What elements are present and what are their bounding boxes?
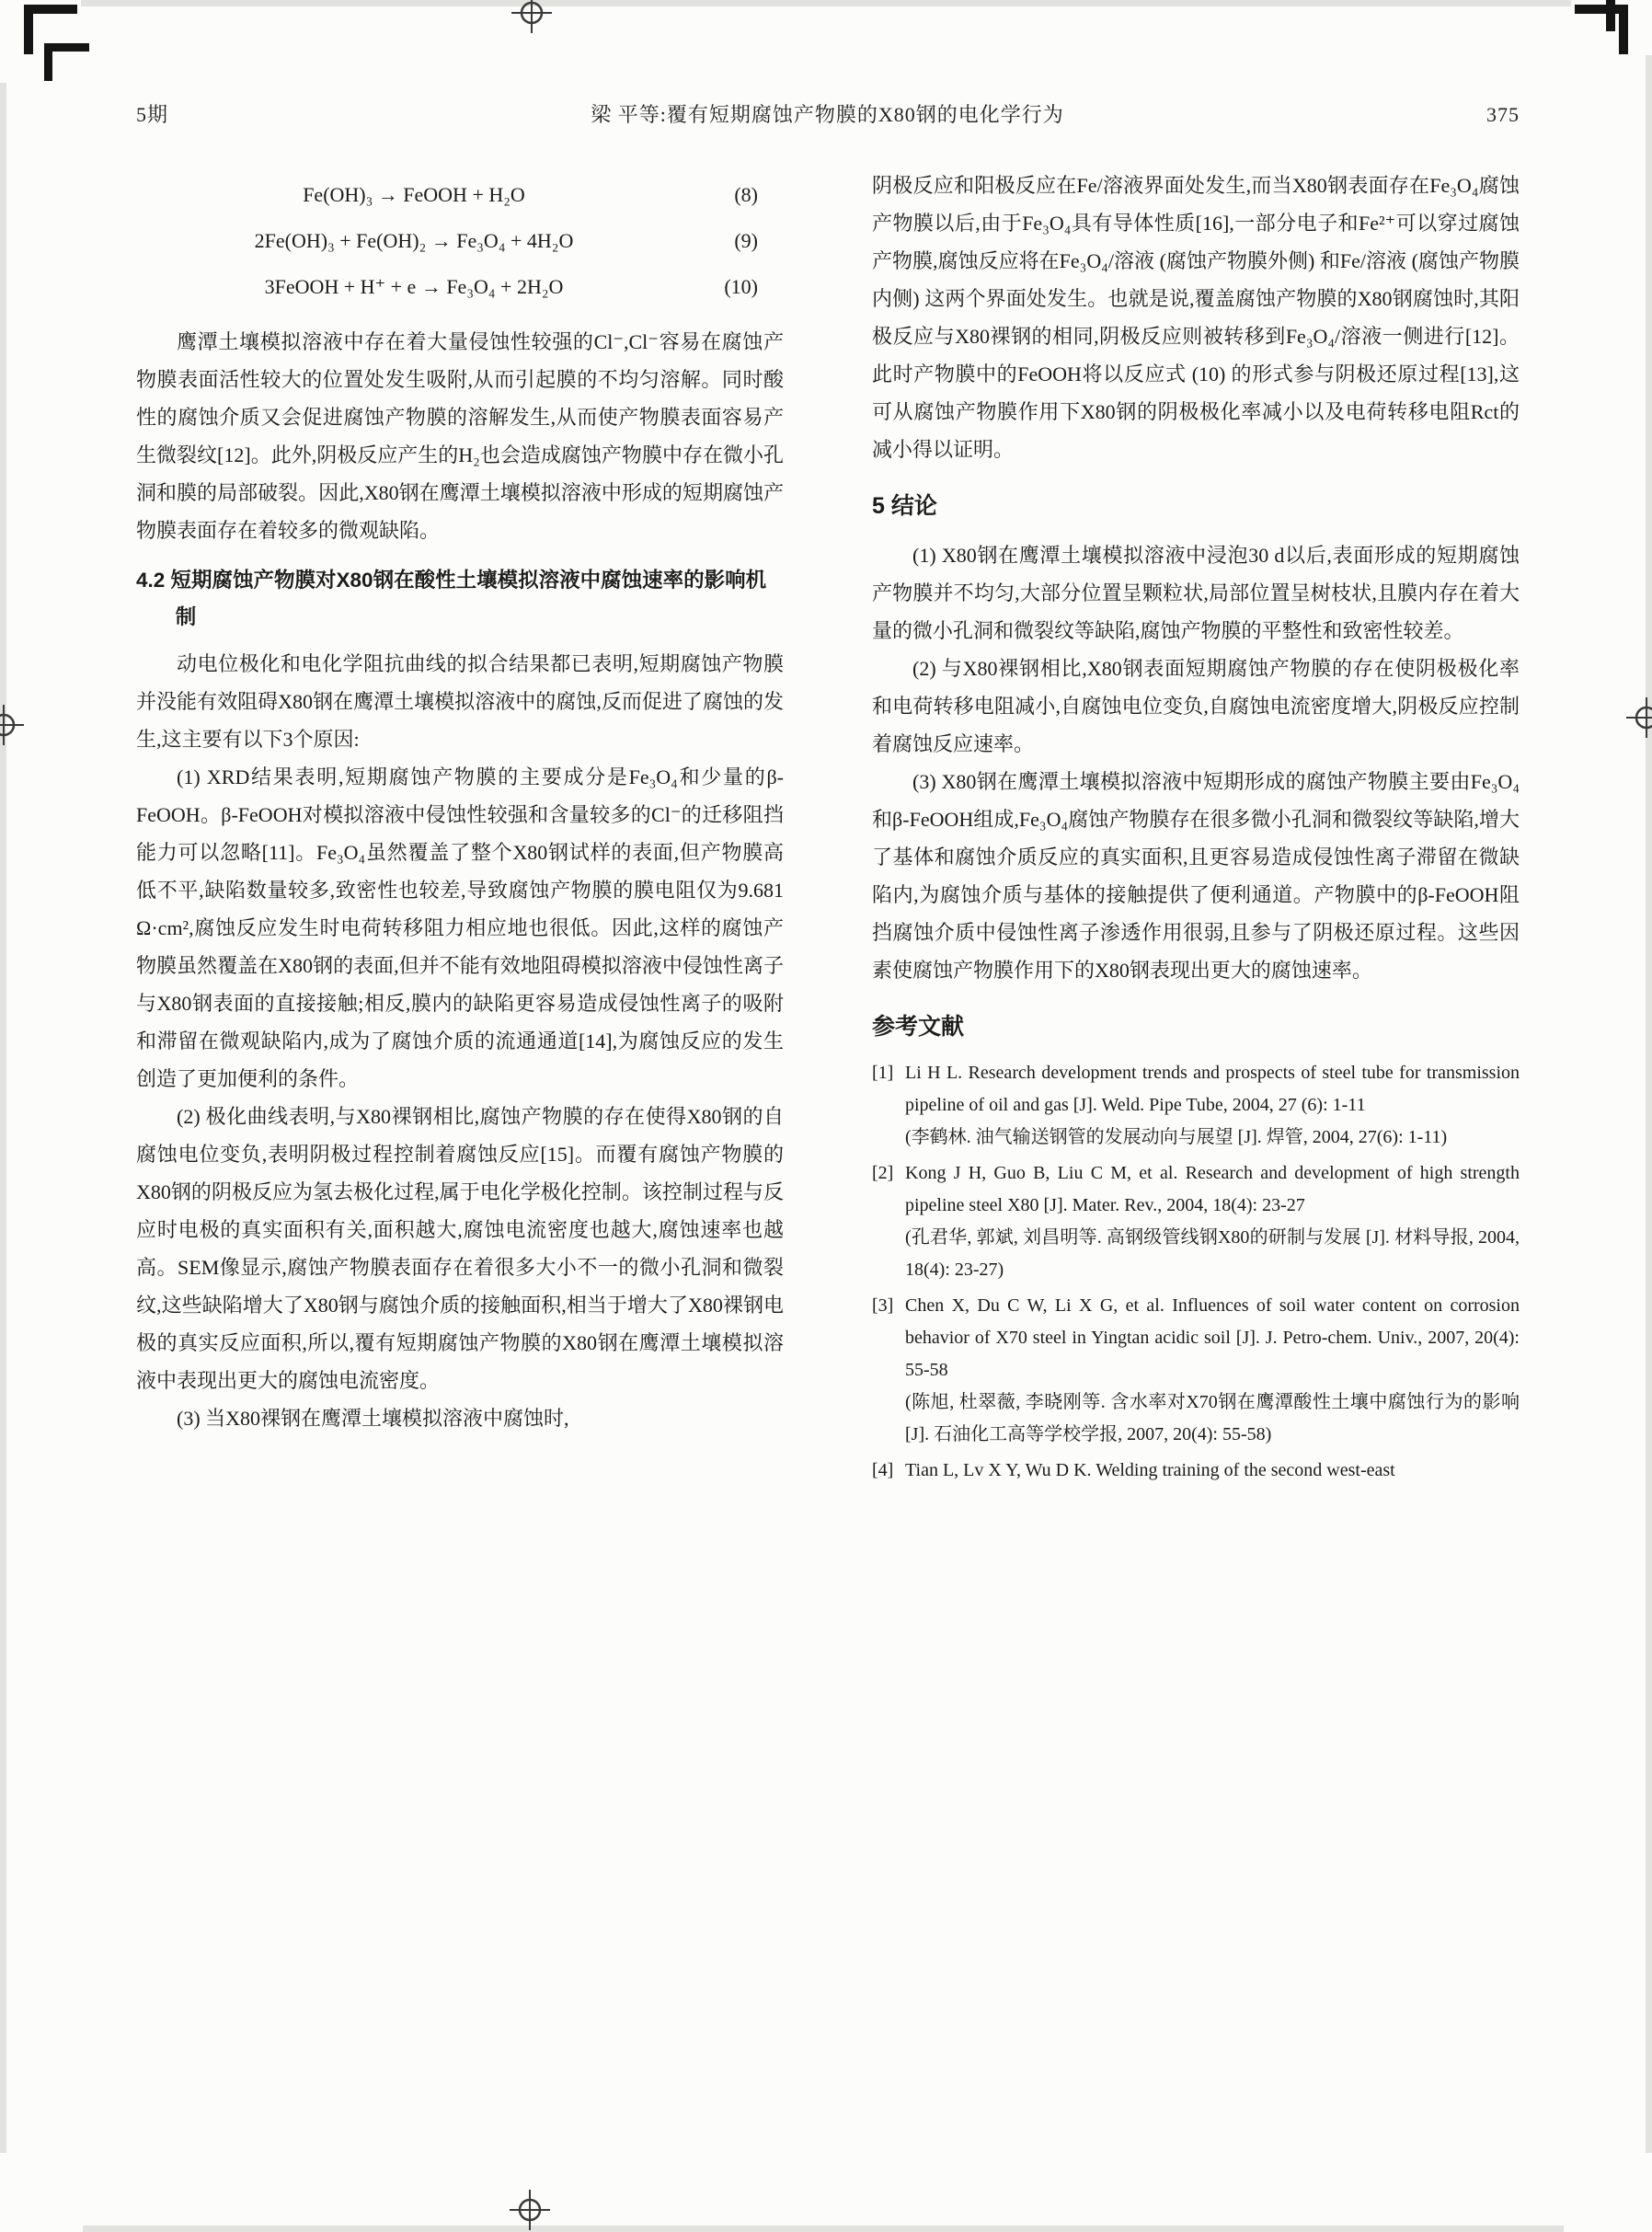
crop-mark-top-left-inner: [44, 43, 89, 81]
equation-10: [136, 264, 784, 310]
references-heading: 参考文献: [872, 1014, 965, 1040]
paragraph: (1) X80钢在鹰潭土壤模拟溶液中浸泡30 d以后,表面形成的短期腐蚀产物膜并不均匀,大部分位置呈颗粒状,局部位置呈树枝状,且膜内存在着大量的微小孔洞和微裂纹等缺陷,腐蚀产物膜的平整性和致密性较差。: [872, 544, 1520, 642]
reference-text-cn: (孔君华, 郭斌, 刘昌明等. 高钢级管线钢X80的研制与发展 [J]. 材料导报, 2004, 18(4): 23-27): [905, 1227, 1520, 1280]
equation-9: [136, 218, 784, 264]
equation-expression: 3FeOOH + H⁺ + e → Fe₃O₄ + 2H₂O: [264, 275, 564, 298]
reference-label: [3]: [872, 1295, 894, 1316]
paragraph: 动电位极化和电化学阻抗曲线的拟合结果都已表明,短期腐蚀产物膜并没能有效阻碍X80钢在鹰潭土壤模拟溶液中的腐蚀,反而促进了腐蚀的发生,这主要有以下3个原因:: [136, 652, 784, 751]
reference-text-cn: (李鹤林. 油气输送钢管的发展动向与展望 [J]. 焊管, 2004, 27(6): 1-11): [905, 1127, 1448, 1147]
reference-item: [872, 1157, 1520, 1286]
paragraph: 阴极反应和阳极反应在Fe/溶液界面处发生,而当X80钢表面存在Fe₃O₄腐蚀产物膜以后,由于Fe₃O₄具有导体性质[16],一部分电子和Fe²⁺可以穿过腐蚀产物膜,腐蚀反应将在Fe₃O₄/溶液 (腐蚀产物膜外侧) 和Fe/溶液 (腐蚀产物膜内侧) 这两个界面处发生。也就是说,覆盖腐蚀产物膜的X80钢腐蚀时,其阳极反应与X80裸钢的相同,阴极反应则被转移到Fe₃O₄/溶液一侧进行[12]。此时产物膜中的FeOOH将以反应式 (10) 的形式参与阴极还原过程[13],这可从腐蚀产物膜作用下X80钢的阴极极化率减小以及电荷转移电阻Rct的减小得以证明。: [872, 174, 1520, 461]
equation-expression: 2Fe(OH)₃ + Fe(OH)₂ → Fe₃O₄ + 4H₂O: [254, 229, 574, 252]
paragraph: (3) X80钢在鹰潭土壤模拟溶液中短期形成的腐蚀产物膜主要由Fe₃O₄和β-FeOOH组成,Fe₃O₄腐蚀产物膜存在很多微小孔洞和微裂纹等缺陷,增大了基体和腐蚀介质反应的真实面积,且更容易造成侵蚀性离子滞留在微缺陷内,为腐蚀介质与基体的接触提供了便利通道。产物膜中的β-FeOOH阻挡腐蚀介质中侵蚀性离子渗透作用很弱,且参与了阴极还原过程。这些因素使腐蚀产物膜作用下的X80钢表现出更大的腐蚀速率。: [872, 770, 1520, 982]
reference-text-en: Kong J H, Guo B, Liu C M, et al. Research and development of high strength pipeline steel X80 [J]. Mater. Rev., 2004, 18(4): 23-27: [905, 1163, 1520, 1215]
registration-mark-left-icon: [0, 705, 24, 745]
running-title: 梁 平等:覆有短期腐蚀产物膜的X80钢的电化学行为: [591, 103, 1064, 126]
equation-number: (10): [724, 275, 758, 298]
scan-edge-bottom: [83, 2226, 1564, 2232]
registration-mark-bottom-icon: [510, 2190, 550, 2230]
column-left: [136, 167, 784, 1490]
page-header: [136, 99, 1520, 128]
registration-mark-right-icon: [1626, 697, 1652, 738]
paragraph: 鹰潭土壤模拟溶液中存在着大量侵蚀性较强的Cl⁻,Cl⁻容易在腐蚀产物膜表面活性较大的位置处发生吸附,从而引起膜的不均匀溶解。同时酸性的腐蚀介质又会促进腐蚀产物膜的溶解发生,从而使产物膜表面容易产生微裂纹[12]。此外,阴极反应产生的H₂也会造成腐蚀产物膜中存在微小孔洞和膜的局部破裂。因此,X80钢在鹰潭土壤模拟溶液中形成的短期腐蚀产物膜表面存在着较多的微观缺陷。: [136, 330, 784, 542]
column-right: [872, 167, 1520, 1490]
paragraph: (2) 与X80裸钢相比,X80钢表面短期腐蚀产物膜的存在使阴极极化率和电荷转移电阻减小,自腐蚀电位变负,自腐蚀电流密度增大,阴极反应控制着腐蚀反应速率。: [872, 657, 1520, 755]
equation-8: [136, 172, 784, 218]
scan-edge-left: [0, 83, 6, 2153]
reference-text-cn: (陈旭, 杜翠薇, 李晓刚等. 含水率对X70钢在鹰潭酸性土壤中腐蚀行为的影响 [J]. 石油化工高等学校学报, 2007, 20(4): 55-58): [905, 1392, 1520, 1444]
scan-edge-right: [1646, 55, 1652, 2153]
two-column-body: [136, 167, 1520, 1490]
equation-number: (9): [734, 229, 758, 252]
paragraph: (3) 当X80裸钢在鹰潭土壤模拟溶液中腐蚀时,: [177, 1407, 569, 1430]
reference-item: [872, 1057, 1520, 1154]
paragraph: (2) 极化曲线表明,与X80裸钢相比,腐蚀产物膜的存在使得X80钢的自腐蚀电位变负,表明阴极过程控制着腐蚀反应[15]。而覆有腐蚀产物膜的X80钢的阴极反应为氢去极化过程,属于电化学极化控制。该控制过程与反应时电极的真实面积有关,面积越大,腐蚀电流密度也越大,腐蚀速率也越高。SEM像显示,腐蚀产物膜表面存在着很多大小不一的微小孔洞和微裂纹,这些缺陷增大了X80钢与腐蚀介质的接触面积,相当于增大了X80裸钢电极的真实反应面积,所以,覆有短期腐蚀产物膜的X80钢在鹰潭土壤模拟溶液中表现出更大的腐蚀电流密度。: [136, 1105, 784, 1392]
section-heading-4-2: 4.2 短期腐蚀产物膜对X80钢在酸性土壤模拟溶液中腐蚀速率的影响机制: [136, 569, 767, 628]
reference-item: [872, 1290, 1520, 1451]
page-number: 375: [1486, 103, 1520, 126]
paragraph: (1) XRD结果表明,短期腐蚀产物膜的主要成分是Fe₃O₄和少量的β-FeOOH。β-FeOOH对模拟溶液中侵蚀性较强和含量较多的Cl⁻的迁移阻挡能力可以忽略[11]。Fe₃O₄虽然覆盖了整个X80钢试样的表面,但产物膜高低不平,缺陷数量较多,致密性也较差,导致腐蚀产物膜的膜电阻仅为9.681 Ω·cm²,腐蚀反应发生时电荷转移阻力相应地也很低。因此,这样的腐蚀产物膜虽然覆盖在X80钢的表面,但并不能有效地阻碍模拟溶液中侵蚀性离子与X80钢表面的直接接触;相反,膜内的缺陷更容易造成侵蚀性离子的吸附和滞留在微观缺陷内,成为了腐蚀介质的流通通道[14],为腐蚀反应的发生创造了更加便利的条件。: [136, 765, 784, 1090]
reference-label: [1]: [872, 1063, 894, 1083]
reference-text-en: Chen X, Du C W, Li X G, et al. Influences of soil water content on corrosion behavior of X70 steel in Yingtan acidic soil [J]. J. Petro-chem. Univ., 2007, 20(4): 55-58: [905, 1295, 1520, 1380]
crop-mark-top-right-outer: [1575, 5, 1628, 54]
reference-label: [4]: [872, 1460, 894, 1480]
scan-edge-top: [81, 0, 1571, 6]
reference-item: [872, 1455, 1520, 1487]
registration-mark-top-icon: [511, 0, 552, 33]
reference-text-en: Li H L. Research development trends and prospects of steel tube for transmission pipeline of oil and gas [J]. Weld. Pipe Tube, 2004, 27 (6): 1-11: [905, 1063, 1520, 1115]
reference-text-en: Tian L, Lv X Y, Wu D K. Welding training of the second west-east: [905, 1460, 1395, 1480]
equation-block: [136, 172, 784, 310]
article-page: [136, 99, 1520, 1490]
section-heading-conclusion: 5 结论: [872, 493, 937, 519]
equation-number: (8): [734, 183, 758, 206]
reference-list: [872, 1057, 1520, 1487]
issue-label: 5期: [136, 103, 169, 126]
reference-label: [2]: [872, 1163, 894, 1183]
crop-mark-top-right-inner: [1606, 0, 1615, 31]
equation-expression: Fe(OH)₃ → FeOOH + H₂O: [303, 183, 525, 206]
